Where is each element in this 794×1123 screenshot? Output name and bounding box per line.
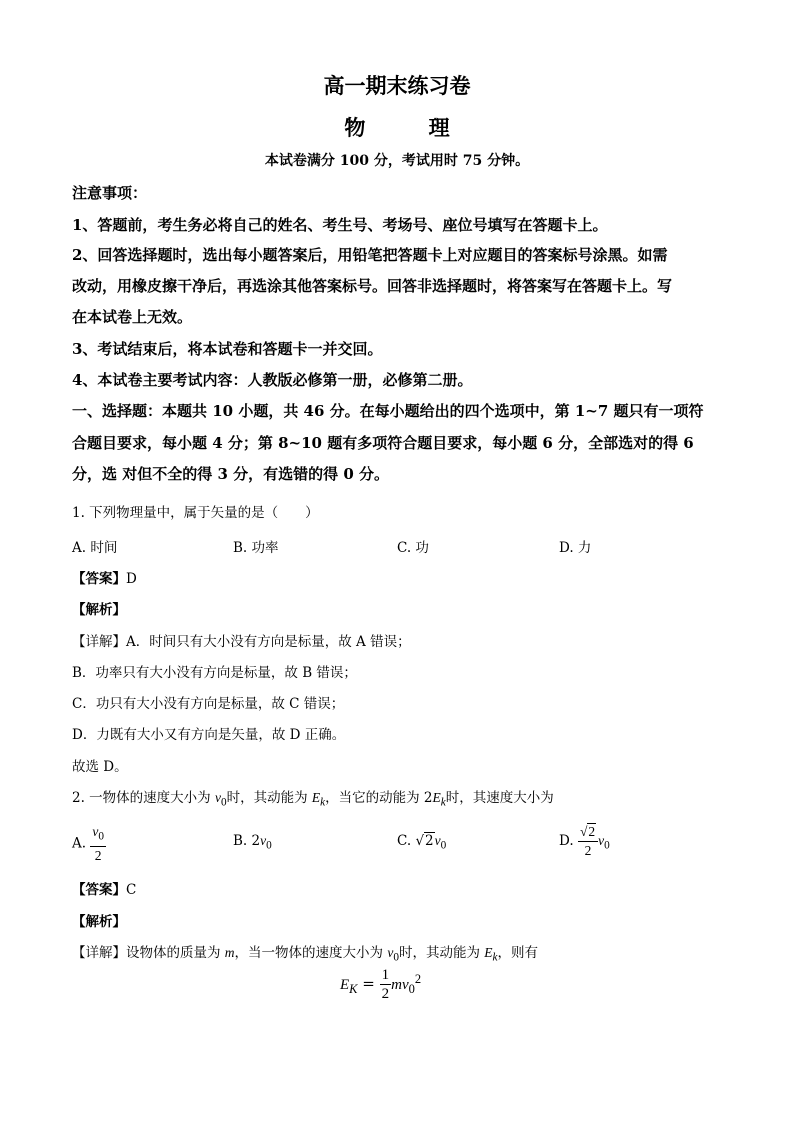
m-letter: m bbox=[391, 976, 402, 993]
q2-stem-part: 时，其速度大小为 bbox=[445, 790, 554, 806]
q1-option-d: D. 力 bbox=[559, 540, 592, 556]
fraction bbox=[380, 966, 392, 1003]
option-label: A. bbox=[72, 835, 87, 852]
sub-zero: 0 bbox=[266, 839, 272, 852]
exam-title: 高一期末练习卷 bbox=[323, 73, 471, 98]
subject-title: 物 理 bbox=[344, 115, 478, 140]
section-instructions-line-3: 分，选 对但不全的得 3 分，有选错的得 0 分。 bbox=[72, 465, 389, 483]
q2-detail-part: 设物体的质量为 bbox=[126, 945, 225, 961]
radicand: 2 bbox=[425, 833, 434, 849]
mv0-squared bbox=[391, 971, 422, 996]
sqrt-symbol: √2 bbox=[415, 833, 434, 849]
fraction bbox=[578, 823, 598, 860]
v-letter: v bbox=[598, 833, 605, 848]
v0-symbol bbox=[387, 945, 399, 964]
q1-analysis-line bbox=[72, 598, 126, 618]
notice-item-4: 4、本试卷主要考试内容：人教版必修第一册，必修第二册。 bbox=[72, 371, 473, 389]
v-letter: v bbox=[402, 976, 409, 993]
q1-detail-line-1 bbox=[72, 630, 411, 650]
v-letter: v bbox=[434, 833, 441, 848]
q1-option-c: C. 功 bbox=[397, 540, 429, 556]
v-letter: v bbox=[214, 790, 221, 805]
notice-heading: 注意事项： bbox=[72, 184, 148, 202]
detail-tag: 【详解】 bbox=[72, 945, 126, 961]
notice-item-3: 3、考试结束后，将本试卷和答题卡一并交回。 bbox=[72, 340, 383, 358]
q2-option-a bbox=[72, 823, 106, 865]
numerator bbox=[578, 823, 598, 842]
q1-answer: D bbox=[126, 571, 137, 587]
v-letter: v bbox=[260, 833, 267, 848]
option-label: B. 2 bbox=[233, 833, 261, 849]
ek-symbol bbox=[311, 790, 326, 809]
q2-stem-part: 时，其动能为 bbox=[226, 790, 312, 806]
analysis-tag: 【解析】 bbox=[72, 914, 126, 930]
question-2-stem bbox=[72, 786, 554, 809]
notice-item-2-line-2: 改动，用橡皮擦干净后，再选涂其他答案标号。回答非选择题时，将答案写在答题卡上。写 bbox=[72, 277, 673, 295]
q2-option-c bbox=[397, 833, 446, 852]
v0-symbol bbox=[260, 833, 272, 852]
notice-item-1: 1、答题前，考生务必将自己的姓名、考生号、考场号、座位号填写在答题卡上。 bbox=[72, 216, 608, 234]
answer-tag: 【答案】 bbox=[72, 882, 126, 898]
ek-symbol bbox=[340, 976, 358, 996]
e-letter: E bbox=[484, 945, 493, 960]
section-instructions-line-1: 一、选择题：本题共 10 小题，共 46 分。在每小题给出的四个选项中，第 1~7 题只有一项符 bbox=[72, 402, 704, 420]
sub-zero: 0 bbox=[440, 839, 447, 852]
numerator: 1 bbox=[381, 967, 390, 983]
v0-symbol bbox=[598, 833, 610, 852]
ek-symbol bbox=[484, 945, 498, 964]
answer-tag: 【答案】 bbox=[72, 571, 126, 587]
q2-option-b bbox=[233, 833, 272, 852]
q1-option-b: B. 功率 bbox=[233, 540, 279, 556]
question-1-stem: 1. 下列物理量中，属于矢量的是（ ） bbox=[72, 505, 319, 521]
fraction bbox=[90, 823, 106, 865]
q1-answer-line bbox=[72, 567, 137, 587]
section-instructions-line-2: 合题目要求，每小题 4 分；第 8~10 题有多项符合题目要求，每小题 6 分，全部选对的得 6 bbox=[72, 434, 694, 452]
q1-detail-d: D．力既有大小又有方向是矢量，故 D 正确。 bbox=[72, 727, 346, 743]
q2-detail-part: ，则有 bbox=[497, 945, 539, 961]
denominator: 2 bbox=[584, 843, 592, 858]
q1-detail-c: C．功只有大小没有方向是标量，故 C 错误； bbox=[72, 696, 345, 712]
q2-detail-part: 时，其动能为 bbox=[398, 945, 485, 961]
ek-symbol bbox=[432, 790, 446, 809]
sub-k: k bbox=[320, 796, 326, 809]
q2-detail-part: ，当一物体的速度大小为 bbox=[234, 945, 388, 961]
q2-stem-part: 2. 一物体的速度大小为 bbox=[72, 790, 215, 806]
radicand: 2 bbox=[588, 824, 596, 839]
sub-zero: 0 bbox=[393, 951, 399, 964]
notice-item-2-line-1: 2、回答选择题时，选出每小题答案后，用铅笔把答题卡上对应题目的答案标号涂黑。如需 bbox=[72, 246, 668, 264]
v-letter: v bbox=[387, 945, 394, 960]
option-label: C. bbox=[397, 833, 412, 849]
q1-conclusion: 故选 D。 bbox=[72, 759, 128, 775]
v0-symbol bbox=[214, 790, 227, 809]
q1-detail-a: A．时间只有大小没有方向是标量，故 A 错误； bbox=[126, 634, 411, 650]
superscript-two: 2 bbox=[414, 971, 422, 986]
kinetic-energy-formula bbox=[340, 966, 421, 1003]
sub-zero: 0 bbox=[604, 839, 610, 852]
q2-answer-line bbox=[72, 878, 136, 898]
v-letter: v bbox=[92, 824, 99, 839]
v0-symbol bbox=[434, 833, 447, 852]
sub-k: k bbox=[440, 796, 446, 809]
sub-zero: 0 bbox=[220, 796, 227, 809]
sqrt-symbol: √2 bbox=[579, 824, 596, 839]
q2-stem-part: ，当它的动能为 2 bbox=[325, 790, 433, 806]
option-label: D. bbox=[559, 833, 574, 849]
e-letter: E bbox=[432, 790, 441, 805]
m-symbol: m bbox=[224, 945, 235, 960]
numerator bbox=[90, 823, 106, 847]
sub-k: k bbox=[492, 951, 498, 964]
denominator: 2 bbox=[94, 847, 102, 863]
score-info: 本试卷满分 100 分，考试用时 75 分钟。 bbox=[264, 153, 530, 169]
sub-zero: 0 bbox=[408, 981, 415, 996]
q2-option-d bbox=[559, 823, 610, 860]
e-letter: E bbox=[340, 976, 350, 993]
analysis-tag: 【解析】 bbox=[72, 602, 126, 618]
q1-detail-b: B．功率只有大小没有方向是标量，故 B 错误； bbox=[72, 665, 357, 681]
q1-option-a: A. 时间 bbox=[72, 540, 118, 556]
notice-item-2-line-3: 在本试卷上无效。 bbox=[72, 308, 193, 326]
q2-answer: C bbox=[126, 882, 137, 898]
denominator: 2 bbox=[381, 986, 390, 1002]
q2-analysis-line bbox=[72, 910, 126, 930]
detail-tag: 【详解】 bbox=[72, 634, 126, 650]
sub-zero: 0 bbox=[98, 830, 104, 843]
sub-k: K bbox=[349, 981, 358, 996]
e-letter: E bbox=[311, 790, 321, 805]
equals-sign: = bbox=[362, 974, 375, 993]
q2-detail-line bbox=[72, 941, 538, 964]
